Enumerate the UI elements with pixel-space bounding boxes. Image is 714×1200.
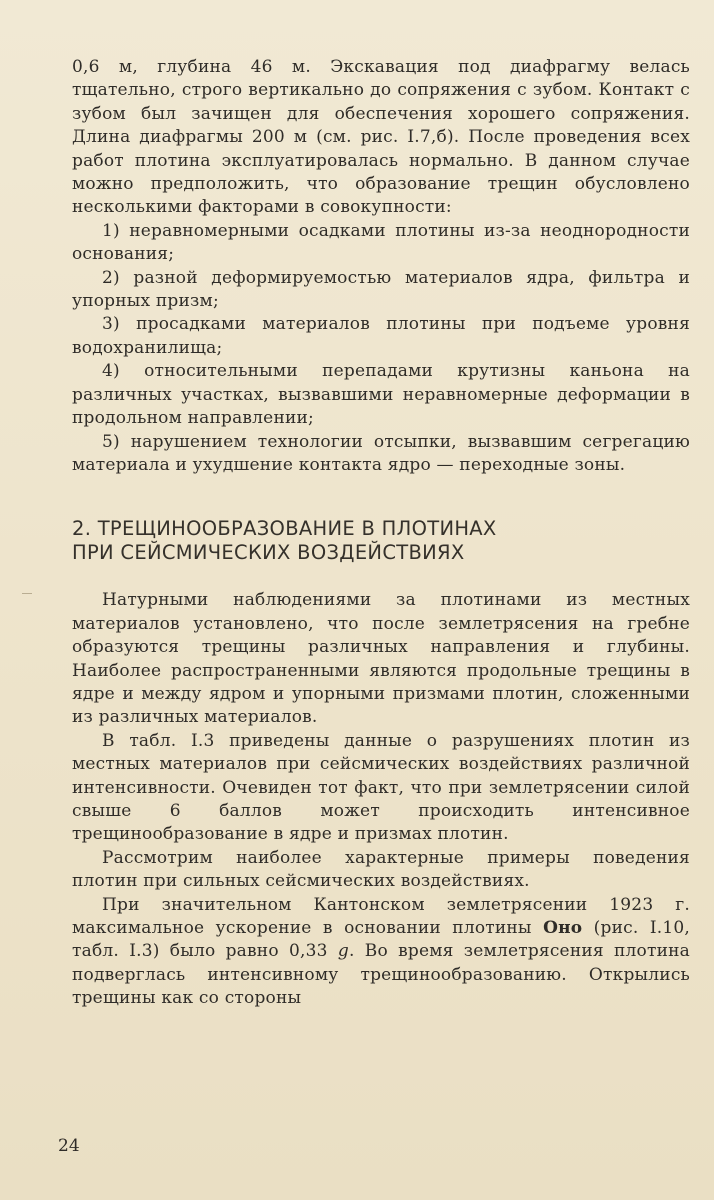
page-number: 24	[58, 1136, 80, 1156]
dam-name: Оно	[543, 918, 583, 938]
factor-item-3: 3) просадками материалов плотины при подъеме уровня водохранилища;	[72, 314, 690, 358]
section-paragraph-2: В табл. I.3 приведены данные о разрушениях плотин из местных материалов при сейсмических воздействиях различной интенсивности. Очевиден тот факт, что при землетрясении силой свыше 6 баллов может происходить интенсивное трещинообразование в ядре и призмах плотин.	[72, 730, 690, 845]
section-heading-line-2: ПРИ СЕЙСМИЧЕСКИХ ВОЗДЕЙСТВИЯХ	[72, 541, 465, 565]
section-paragraph-1: Натурными наблюдениями за плотинами из местных материалов установлено, что после землетрясения на гребне образуются трещины различных направления и глубины. Наиболее распространенными являются продольные трещины в ядре и между ядром и упорными призмами плотин, сложенными из различных материалов.	[72, 590, 690, 728]
factor-item-2: 2) разной деформируемостью материалов ядра, фильтра и упорных призм;	[72, 267, 690, 312]
paragraph-4-text-end: . Во время землетрясения плотина подверглась интенсивному трещинообразованию. Открылись трещины как со стороны	[72, 941, 690, 1009]
text-column	[72, 56, 690, 1011]
paragraph-4-text-middle: (рис. I.10, табл. I.3) было равно 0,33	[72, 918, 691, 962]
factor-item-1: 1) неравномерными осадками плотины из-за неоднородности основания;	[72, 220, 690, 265]
margin-mark	[22, 593, 32, 594]
section-paragraph-4	[72, 894, 690, 1011]
factor-item-4: 4) относительными перепадами крутизны каньона на различных участках, вызвавшими неравномерные деформации в продольном направлении;	[72, 361, 690, 429]
section-paragraph-3: Рассмотрим наиболее характерные примеры поведения плотин при сильных сейсмических воздействиях.	[72, 847, 690, 892]
section-gap	[72, 477, 690, 517]
section-heading-line-1: 2. ТРЕЩИНООБРАЗОВАНИЕ В ПЛОТИНАХ	[72, 517, 497, 541]
paragraph-4-text-start: При значительном Кантонском землетрясении 1923 г. максимальное ускорение в основании плотины	[72, 894, 690, 938]
heading-gap	[72, 565, 690, 589]
factor-item-5: 5) нарушением технологии отсыпки, вызвавшим сегрегацию материала и ухудшение контакта ядро — переходные зоны.	[72, 431, 690, 475]
acceleration-unit: g	[337, 941, 349, 962]
continuation-paragraph: 0,6 м, глубина 46 м. Экскавация под диафрагму велась тщательно, строго вертикально до сопряжения с зубом. Контакт с зубом был зачищен для обеспечения хорошего сопряжения. Длина диафрагмы 200 м (см. рис. I.7,б). После проведения всех работ плотина эксплуатировалась нормально. В данном случае можно предположить, что образование трещин обусловлено несколькими факторами в совокупности:	[72, 57, 690, 218]
section-heading	[72, 517, 690, 565]
